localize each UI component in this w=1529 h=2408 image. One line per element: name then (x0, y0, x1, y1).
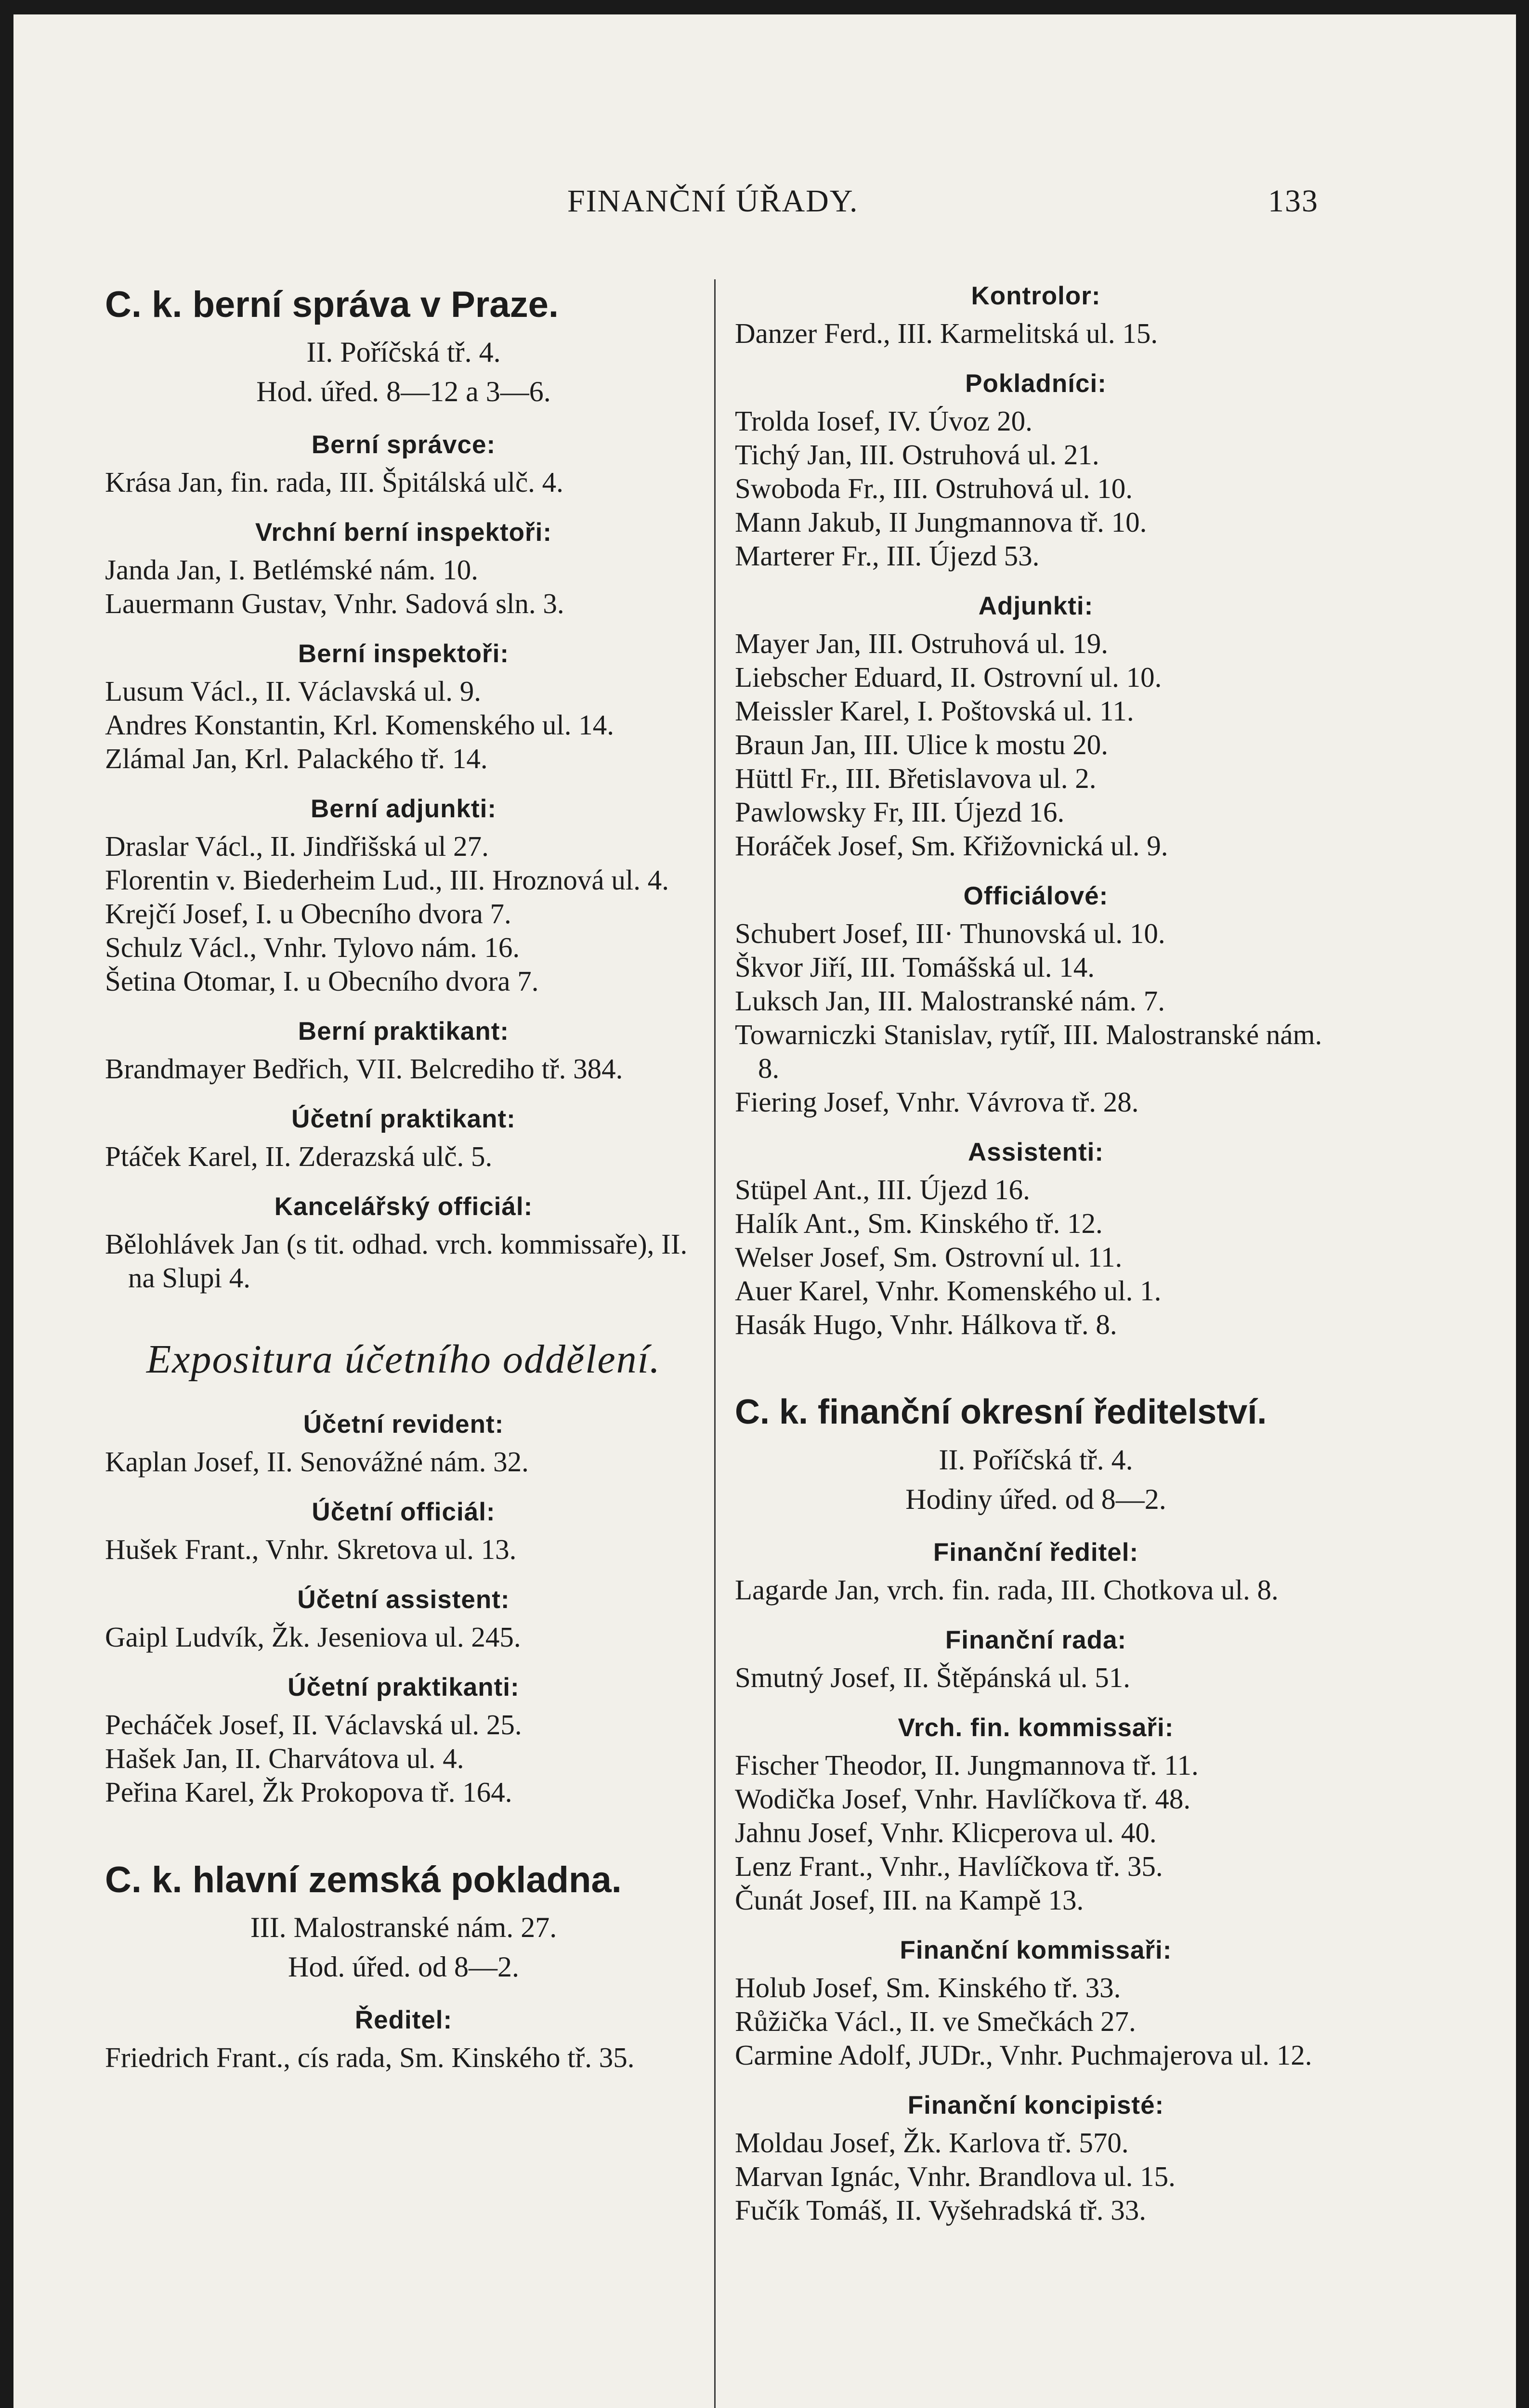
staff-entry: Tichý Jan, III. Ostruhová ul. 21. (735, 439, 1099, 471)
section-heading: Účetní assistent: (297, 1585, 510, 1614)
staff-entry: Pecháček Josef, II. Václavská ul. 25. (105, 1709, 522, 1741)
office-hours: Hodiny úřed. od 8—2. (905, 1483, 1166, 1515)
staff-entry: Florentin v. Biederheim Lud., III. Hroznová ul. 4. (105, 864, 669, 896)
staff-entry: Holub Josef, Sm. Kinského tř. 33. (735, 1972, 1121, 2003)
staff-entry: Danzer Ferd., III. Karmelitská ul. 15. (735, 317, 1158, 349)
office-heading: C. k. finanční okresní ředitelství. (735, 1393, 1267, 1431)
section-heading: Pokladníci: (965, 369, 1107, 398)
staff-entry: Meissler Karel, I. Poštovská ul. 11. (735, 695, 1134, 727)
staff-entry: Braun Jan, III. Ulice k mostu 20. (735, 729, 1109, 760)
staff-entry: Pawlowsky Fr, III. Újezd 16. (735, 796, 1065, 828)
staff-entry: Lusum Václ., II. Václavská ul. 9. (105, 675, 482, 707)
section-heading: Berní adjunkti: (310, 795, 497, 823)
section-heading: Vrchní berní inspektoři: (255, 518, 552, 547)
staff-entry: Hüttl Fr., III. Břetislavova ul. 2. (735, 762, 1097, 794)
section-heading: Účetní officiál: (312, 1498, 496, 1526)
staff-entry: Hušek Frant., Vnhr. Skretova ul. 13. (105, 1533, 517, 1565)
office-hours: Hod. úřed. od 8—2. (288, 1951, 519, 1983)
staff-entry: Smutný Josef, II. Štěpánská ul. 51. (735, 1662, 1131, 1693)
staff-entry: Lagarde Jan, vrch. fin. rada, III. Chotkova ul. 8. (735, 1574, 1279, 1606)
section-heading: Ředitel: (354, 2006, 453, 2034)
section-heading: Finanční rada: (945, 1626, 1127, 1654)
page-number: 133 (1268, 183, 1319, 219)
staff-entry: Fučík Tomáš, II. Vyšehradská tř. 33. (735, 2194, 1147, 2226)
staff-entry: Peřina Karel, Žk Prokopova tř. 164. (105, 1776, 512, 1808)
staff-entry: Růžička Václ., II. ve Smečkách 27. (735, 2005, 1136, 2037)
staff-entry: Zlámal Jan, Krl. Palackého tř. 14. (105, 743, 488, 774)
section-heading: Berní praktikant: (298, 1017, 510, 1046)
staff-entry: Jahnu Josef, Vnhr. Klicperova ul. 40. (735, 1817, 1157, 1848)
staff-entry: Andres Konstantin, Krl. Komenského ul. 14. (105, 709, 614, 741)
staff-entry: Schubert Josef, III· Thunovská ul. 10. (735, 917, 1165, 949)
staff-entry: Bělohlávek Jan (s tit. odhad. vrch. kommissaře), II. na Slupi 4. (105, 1228, 688, 1294)
section-heading: Účetní praktikanti: (288, 1673, 520, 1701)
section-heading: Berní správce: (311, 431, 496, 459)
office-heading: C. k. berní správa v Praze. (105, 284, 559, 325)
staff-entry: Škvor Jiří, III. Tomášská ul. 14. (735, 951, 1095, 983)
office-address: II. Poříčská tř. 4. (306, 336, 501, 368)
section-heading: Vrch. fin. kommissaři: (898, 1714, 1174, 1742)
section-heading: Kontrolor: (971, 282, 1101, 310)
book-page (13, 14, 1516, 2408)
section-heading: Officiálové: (963, 882, 1109, 910)
section-heading: Finanční ředitel: (933, 1538, 1139, 1567)
staff-entry: Carmine Adolf, JUDr., Vnhr. Puchmajerova ul. 12. (735, 2039, 1312, 2071)
staff-entry: Čunát Josef, III. na Kampě 13. (735, 1884, 1084, 1916)
staff-entry: Brandmayer Bedřich, VII. Belcrediho tř. 384. (105, 1053, 623, 1085)
staff-entry: Mayer Jan, III. Ostruhová ul. 19. (735, 628, 1109, 659)
staff-entry: Ptáček Karel, II. Zderazská ulč. 5. (105, 1140, 493, 1172)
staff-entry: Swoboda Fr., III. Ostruhová ul. 10. (735, 472, 1133, 504)
staff-entry: Marvan Ignác, Vnhr. Brandlova ul. 15. (735, 2160, 1176, 2192)
staff-entry: Luksch Jan, III. Malostranské nám. 7. (735, 985, 1165, 1017)
office-hours: Hod. úřed. 8—12 a 3—6. (256, 376, 551, 407)
staff-entry: Gaipl Ludvík, Žk. Jeseniova ul. 245. (105, 1621, 521, 1653)
staff-entry: Trolda Iosef, IV. Úvoz 20. (735, 405, 1032, 437)
staff-entry: Towarniczki Stanislav, rytíř, III. Malostranské nám. 8. (735, 1019, 1322, 1084)
staff-entry: Moldau Josef, Žk. Karlova tř. 570. (735, 2127, 1129, 2159)
berni-sprava-block (105, 277, 702, 1295)
staff-entry: Stüpel Ant., III. Újezd 16. (735, 1174, 1030, 1205)
staff-entry: Hasák Hugo, Vnhr. Hálkova tř. 8. (735, 1309, 1117, 1340)
staff-entry: Lauermann Gustav, Vnhr. Sadová sln. 3. (105, 588, 564, 619)
staff-entry: Lenz Frant., Vnhr., Havlíčkova tř. 35. (735, 1850, 1163, 1882)
section-heading: Finanční koncipisté: (907, 2091, 1164, 2120)
column-divider (714, 279, 716, 2408)
right-column (735, 277, 1337, 2227)
staff-entry: Šetina Otomar, I. u Obecního dvora 7. (105, 965, 539, 997)
section-heading: Finanční kommissaři: (900, 1936, 1172, 1964)
staff-entry: Auer Karel, Vnhr. Komenského ul. 1. (735, 1275, 1162, 1307)
staff-entry: Wodička Josef, Vnhr. Havlíčkova tř. 48. (735, 1783, 1191, 1815)
staff-entry: Krása Jan, fin. rada, III. Špitálská ulč. 4. (105, 466, 563, 498)
left-column (105, 277, 702, 2074)
expositura-block (105, 1328, 702, 1809)
pokladna-continued-block (735, 277, 1337, 1341)
section-heading: Berní inspektoři: (298, 640, 510, 668)
staff-entry: Horáček Josef, Sm. Křižovnická ul. 9. (735, 830, 1168, 862)
staff-entry: Janda Jan, I. Betlémské nám. 10. (105, 554, 479, 586)
staff-entry: Liebscher Eduard, II. Ostrovní ul. 10. (735, 661, 1162, 693)
staff-entry: Hašek Jan, II. Charvátova ul. 4. (105, 1742, 464, 1774)
staff-entry: Marterer Fr., III. Újezd 53. (735, 540, 1040, 572)
staff-entry: Schulz Václ., Vnhr. Tylovo nám. 16. (105, 931, 520, 963)
section-heading: Účetní revident: (303, 1410, 504, 1439)
staff-entry: Fischer Theodor, II. Jungmannova tř. 11. (735, 1749, 1199, 1781)
section-heading: Adjunkti: (978, 592, 1094, 620)
office-heading: C. k. hlavní zemská pokladna. (105, 1859, 622, 1900)
running-head (13, 173, 1516, 226)
staff-entry: Mann Jakub, II Jungmannova tř. 10. (735, 506, 1147, 538)
staff-entry: Krejčí Josef, I. u Obecního dvora 7. (105, 898, 511, 929)
section-heading: Účetní praktikant: (291, 1105, 516, 1133)
staff-entry: Fiering Josef, Vnhr. Vávrova tř. 28. (735, 1086, 1139, 1118)
staff-entry: Draslar Václ., II. Jindřišská ul 27. (105, 830, 489, 862)
italic-section-heading: Expositura účetního oddělení. (146, 1337, 661, 1382)
hlavni-pokladna-block (105, 1852, 702, 2074)
staff-entry: Friedrich Frant., cís rada, Sm. Kinského tř. 35. (105, 2042, 635, 2073)
office-address: III. Malostranské nám. 27. (250, 1911, 557, 1943)
office-address: II. Poříčská tř. 4. (939, 1444, 1133, 1476)
section-heading: Kancelářský officiál: (274, 1192, 533, 1221)
staff-entry: Halík Ant., Sm. Kinského tř. 12. (735, 1207, 1103, 1239)
section-heading: Assistenti: (968, 1138, 1104, 1166)
staff-entry: Kaplan Josef, II. Senovážné nám. 32. (105, 1446, 529, 1478)
staff-entry: Welser Josef, Sm. Ostrovní ul. 11. (735, 1241, 1123, 1273)
page-title: FINANČNÍ ÚŘADY. (567, 183, 859, 219)
okresni-reditelstvi-block (735, 1385, 1337, 2227)
